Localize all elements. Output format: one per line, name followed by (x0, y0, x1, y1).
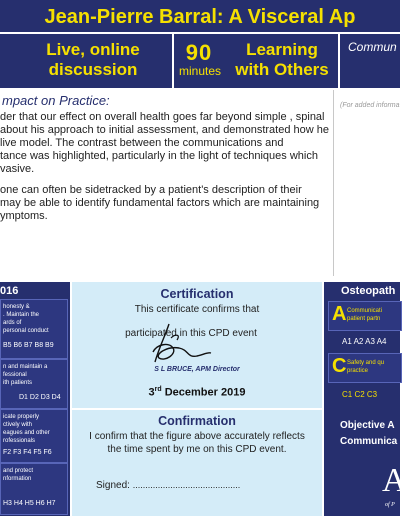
format-label (20, 40, 166, 80)
standards-column (0, 282, 70, 516)
added-info-note: (For added informa (340, 102, 400, 109)
duration-unit: minutes (178, 64, 222, 78)
impact-line: tance was highlighted, particularly in the light of techniques which (0, 150, 318, 162)
signature-image (147, 322, 217, 370)
standard-box-f (0, 409, 68, 463)
confirmation-panel (72, 410, 322, 516)
standard-b-line: ards of (3, 320, 22, 326)
theme-c-codes: C1 C2 C3 (342, 390, 378, 399)
apm-logo-sub: of P (385, 502, 395, 508)
impact-line: ymptoms. (0, 210, 48, 222)
standard-d-line: n and maintain a (3, 364, 48, 370)
confirmation-heading: Confirmation (158, 414, 236, 428)
theme-box-c (328, 353, 402, 383)
learning-line1: Learning (246, 40, 318, 59)
notes-divider (333, 90, 334, 276)
osteopath-column (324, 282, 407, 516)
impact-line: live model. The contrast between the communications and (0, 137, 284, 149)
theme-a-line: Communicati (347, 308, 383, 314)
standard-b-line: honesty & (3, 304, 30, 310)
impact-line: der that our effect on overall health goes far beyond simple , spinal (0, 111, 325, 123)
communica-label: Communica (340, 436, 398, 447)
standard-box-b (0, 299, 68, 359)
page-title: Jean-Pierre Barral: A Visceral Ap (44, 6, 356, 28)
standard-d-codes: D1 D2 D3 D4 (19, 394, 61, 401)
header-divider (172, 34, 174, 88)
impact-heading: mpact on Practice: (2, 93, 110, 108)
theme-a-letter: A (332, 303, 347, 325)
standard-h-line: nformation (3, 476, 32, 482)
signed-label: Signed: (96, 480, 130, 491)
standard-b-codes: B5 B6 B7 B8 B9 (3, 342, 54, 349)
apm-logo-letter: A (382, 462, 407, 499)
certification-panel (72, 282, 322, 408)
certification-date (72, 386, 322, 399)
standard-f-line: ctively with (3, 422, 33, 428)
learning-line2: with Others (235, 60, 329, 79)
certification-line1: This certificate confirms that (134, 304, 260, 315)
header-divider (338, 34, 340, 88)
impact-line: about his approach to initial assessment, and demonstrated how he (0, 124, 329, 136)
date-suffix: rd (154, 386, 162, 393)
format-line2: discussion (48, 60, 138, 79)
learning-label (226, 40, 338, 80)
standard-f-line: icate properly (3, 414, 40, 420)
theme-c-line: Safety and qu (347, 360, 385, 366)
impact-line: one can often be sidetracked by a patient's description of their (0, 184, 302, 196)
standard-d-line: fessional (3, 372, 27, 378)
signed-dots: ........................................... (132, 480, 241, 490)
theme-box-a (328, 301, 402, 331)
standards-year: 016 (0, 285, 19, 297)
standard-f-line: eagues and other (3, 430, 50, 436)
standard-box-d (0, 359, 68, 409)
theme-a-line: patient partn (347, 316, 381, 322)
standard-h-line: and protect (3, 468, 34, 474)
standard-b-line: . Maintain the (3, 312, 40, 318)
confirmation-line2: the time spent by me on this CPD event. (107, 444, 287, 455)
standard-f-codes: F2 F3 F4 F5 F6 (3, 449, 52, 456)
confirmation-line1: I confirm that the figure above accurately reflects (89, 431, 305, 442)
certification-line2: participated in this CPD event (125, 328, 257, 339)
impact-line: vasive. (0, 163, 35, 175)
certification-heading: Certification (160, 287, 234, 301)
standard-h-codes: H3 H4 H5 H6 H7 (3, 500, 56, 507)
standard-box-h (0, 463, 68, 515)
signatory-name: S L BRUCE, APM Director (154, 366, 240, 373)
standard-f-line: rofessionals (3, 438, 36, 444)
osteopath-heading: Osteopath (341, 285, 396, 297)
duration-number: 90 (185, 40, 213, 65)
objective-label: Objective A (340, 420, 395, 431)
date-rest: December 2019 (161, 386, 246, 399)
standard-b-line: personal conduct (3, 328, 49, 334)
impact-line: may be able to identify fundamental factors which are maintaining (0, 197, 320, 209)
theme-c-letter: C (332, 355, 347, 377)
format-line1: Live, online (46, 40, 140, 59)
theme-c-line: practice (347, 368, 369, 374)
signed-field[interactable] (96, 480, 240, 491)
date-day: 3 (148, 386, 155, 399)
standard-d-line: ith patients (3, 380, 33, 386)
theme-a-codes: A1 A2 A3 A4 (342, 337, 387, 346)
header-divider (0, 32, 400, 34)
communication-label: Commun (348, 40, 397, 54)
